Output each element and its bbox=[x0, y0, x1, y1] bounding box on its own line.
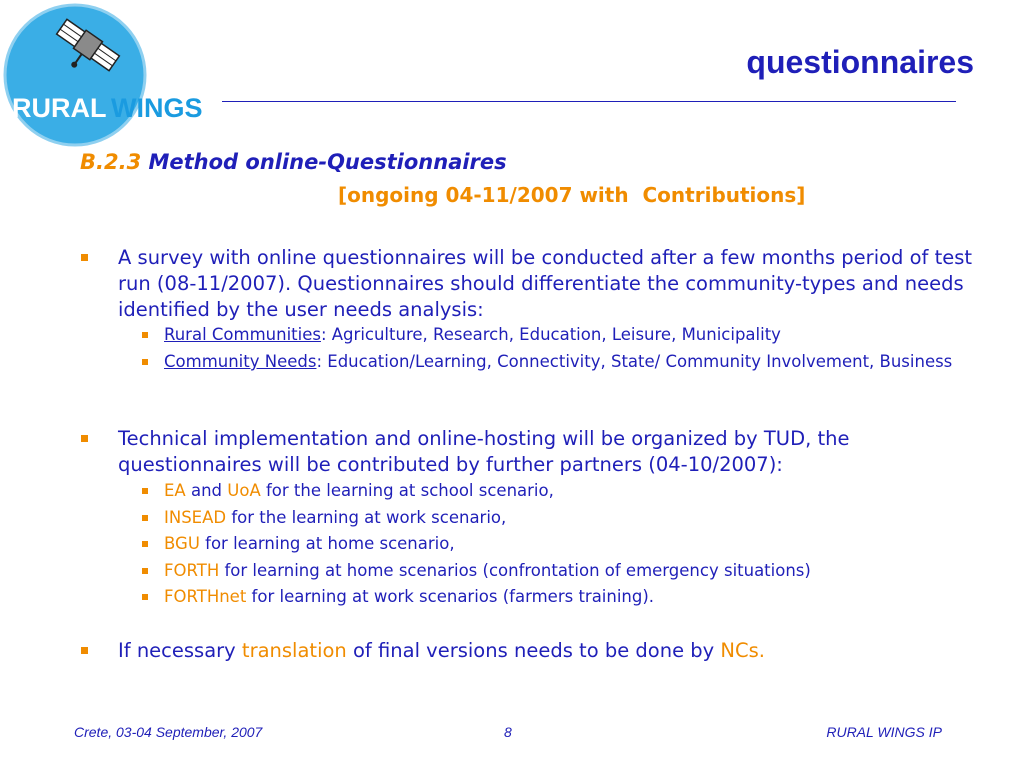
bullet-marker bbox=[81, 254, 88, 261]
rural-wings-logo bbox=[0, 0, 225, 150]
rural-communities-link[interactable]: Rural Communities bbox=[164, 325, 321, 344]
section-number: B.2.3 bbox=[80, 150, 142, 174]
sub-bullet-ea-uoa: EA and UoA for the learning at school scenario, bbox=[164, 480, 984, 501]
section-heading bbox=[80, 150, 507, 174]
bullet-technical: Technical implementation and online-hosting will be organized by TUD, the questionnaires will be contributed by further partners (04-10/2007): bbox=[118, 426, 998, 478]
bullet-marker bbox=[142, 568, 148, 574]
bullet-marker bbox=[142, 515, 148, 521]
bullet-marker bbox=[142, 359, 148, 365]
bullet-marker bbox=[142, 594, 148, 600]
footer-project: RURAL WINGS IP bbox=[826, 724, 942, 740]
bullet-marker bbox=[142, 541, 148, 547]
community-needs-link[interactable]: Community Needs bbox=[164, 352, 317, 371]
bullet-marker bbox=[81, 647, 88, 654]
svg-text:RURAL: RURAL bbox=[12, 93, 107, 123]
title-divider bbox=[222, 101, 956, 102]
svg-text:WINGS: WINGS bbox=[111, 93, 203, 123]
bullet-marker bbox=[142, 332, 148, 338]
bullet-marker bbox=[81, 435, 88, 442]
sub-bullet-rural-communities: Rural Communities: Agriculture, Research, Education, Leisure, Municipality bbox=[164, 324, 984, 345]
footer-location-date: Crete, 03-04 September, 2007 bbox=[74, 724, 263, 740]
bullet-translation: If necessary translation of final versions needs to be done by NCs. bbox=[118, 638, 998, 664]
sub-bullet-forthnet: FORTHnet for learning at work scenarios (farmers training). bbox=[164, 586, 984, 607]
sub-bullet-community-needs: Community Needs: Education/Learning, Connectivity, State/ Community Involvement, Business bbox=[164, 351, 984, 372]
sub-bullet-forth: FORTH for learning at home scenarios (confrontation of emergency situations) bbox=[164, 560, 984, 581]
slide-title: questionnaires bbox=[746, 44, 974, 80]
bullet-survey: A survey with online questionnaires will be conducted after a few months period of test run (08-11/2007). Questionnaires should differentiate the community-types and needs identified by the user needs analysis: bbox=[118, 245, 998, 323]
sub-bullet-bgu: BGU for learning at home scenario, bbox=[164, 533, 984, 554]
section-name: Method online-Questionnaires bbox=[148, 150, 507, 174]
sub-bullet-insead: INSEAD for the learning at work scenario, bbox=[164, 507, 984, 528]
footer-page-number: 8 bbox=[504, 724, 512, 740]
ongoing-note: [ongoing 04-11/2007 with Contributions] bbox=[338, 183, 806, 207]
bullet-marker bbox=[142, 488, 148, 494]
